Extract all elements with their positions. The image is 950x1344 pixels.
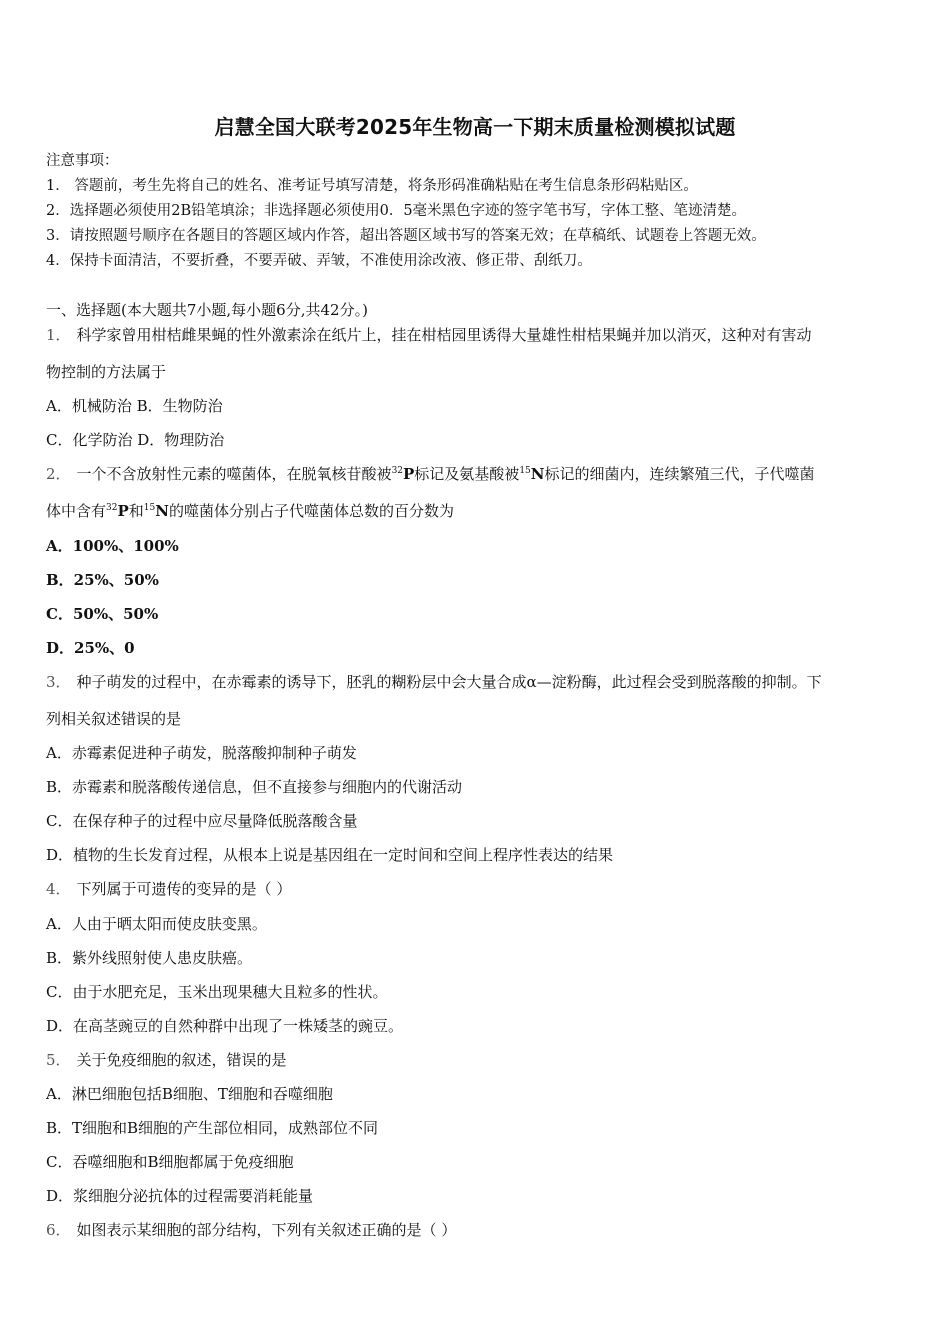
- superscript: 32: [106, 503, 118, 513]
- question-text: 关于免疫细胞的叙述，错误的是: [76, 1051, 287, 1069]
- question-text: 下列属于可遗传的变异的是（ ）: [76, 880, 292, 898]
- question-5-option-c: C．吞噬细胞和B细胞都属于免疫细胞: [46, 1153, 294, 1171]
- superscript: 15: [519, 466, 531, 476]
- question-3-option-a: A．赤霉素促进种子萌发，脱落酸抑制种子萌发: [46, 744, 357, 762]
- question-4-option-c: C．由于水肥充足，玉米出现果穗大且粒多的性状。: [46, 983, 388, 1001]
- question-number: 4．: [46, 880, 71, 898]
- question-4-option-a: A．人由于晒太阳而使皮肤变黑。: [46, 915, 267, 933]
- question-text: 体中含有: [46, 502, 107, 520]
- superscript: 15: [143, 503, 156, 513]
- question-3-option-d: D．植物的生长发育过程，从根本上说是基因组在一定时间和空间上程序性表达的结果: [46, 846, 614, 864]
- question-1-stem: [46, 325, 812, 345]
- element-symbol: N: [155, 502, 169, 520]
- element-symbol: P: [403, 465, 415, 483]
- question-2-stem: [46, 464, 815, 484]
- question-2-option-c: C．50%、50%: [46, 605, 159, 623]
- question-1-options-cd: C．化学防治 D．物理防治: [46, 431, 225, 449]
- element-symbol: P: [117, 502, 129, 520]
- question-number: 2．: [46, 465, 71, 483]
- question-number: 3．: [46, 673, 71, 691]
- question-number: 6．: [46, 1221, 71, 1239]
- question-text: 科学家曾用柑桔雌果蝇的性外激素涂在纸片上，挂在柑桔园里诱得大量雄性柑桔果蝇并加以消灭，这种对有害动: [76, 326, 812, 344]
- question-3-stem: [46, 672, 822, 692]
- question-6-stem: [46, 1220, 456, 1240]
- question-text: 如图表示某细胞的部分结构，下列有关叙述正确的是（ ）: [76, 1221, 457, 1239]
- question-5-option-d: D．浆细胞分泌抗体的过程需要消耗能量: [46, 1187, 314, 1205]
- question-1-stem-cont: 物控制的方法属于: [46, 363, 167, 381]
- question-text: 一个不含放射性元素的噬菌体，在脱氧核苷酸被: [76, 465, 392, 483]
- question-text: 的噬菌体分别占子代噬菌体总数的百分数为: [168, 502, 454, 520]
- question-4-option-d: D．在高茎豌豆的自然种群中出现了一株矮茎的豌豆。: [46, 1017, 404, 1035]
- notice-item-4: 4．保持卡面清洁，不要折叠，不要弄破、弄皱，不准使用涂改液、修正带、刮纸刀。: [46, 253, 592, 269]
- question-2-stem-cont: [46, 501, 454, 521]
- page-title: 启慧全国大联考2025年生物高一下期末质量检测模拟试题: [214, 115, 736, 139]
- question-text: 和: [128, 502, 144, 520]
- question-2-option-a: A．100%、100%: [46, 537, 179, 555]
- question-text: 种子萌发的过程中，在赤霉素的诱导下，胚乳的糊粉层中会大量合成α—淀粉酶，此过程会受到脱落酸的抑制。下: [76, 673, 822, 691]
- question-3-option-b: B．赤霉素和脱落酸传递信息，但不直接参与细胞内的代谢活动: [46, 778, 463, 796]
- question-number: 5．: [46, 1051, 71, 1069]
- notice-heading: 注意事项：: [46, 153, 119, 169]
- element-symbol: N: [530, 465, 545, 483]
- question-5-option-b: B．T细胞和B细胞的产生部位相同，成熟部位不同: [46, 1119, 379, 1137]
- notice-item-3: 3．请按照题号顺序在各题目的答题区域内作答，超出答题区域书写的答案无效；在草稿纸、试题卷上答题无效。: [46, 228, 766, 244]
- superscript: 32: [391, 466, 404, 476]
- question-5-stem: [46, 1050, 287, 1070]
- notice-item-1: 1． 答题前，考生先将自己的姓名、准考证号填写清楚，将条形码准确粘贴在考生信息条形码粘贴区。: [46, 178, 698, 194]
- question-3-stem-cont: 列相关叙述错误的是: [46, 710, 182, 728]
- question-4-stem: [46, 879, 291, 899]
- notice-item-2: 2．选择题必须使用2B铅笔填涂；非选择题必须使用0．5毫米黑色字迹的签字笔书写，字体工整、笔迹清楚。: [46, 203, 747, 219]
- question-text: 标记的细菌内，连续繁殖三代，子代噬菌: [544, 465, 815, 483]
- question-1-options-ab: A．机械防治 B．生物防治: [46, 397, 223, 415]
- question-2-option-b: B．25%、50%: [46, 571, 159, 589]
- question-number: 1．: [46, 326, 71, 344]
- question-3-option-c: C．在保存种子的过程中应尽量降低脱落酸含量: [46, 812, 358, 830]
- question-text: 标记及氨基酸被: [414, 465, 520, 483]
- question-4-option-b: B．紫外线照射使人患皮肤癌。: [46, 949, 253, 967]
- question-2-option-d: D．25%、0: [46, 639, 135, 657]
- section-heading: 一、选择题(本大题共7小题,每小题6分,共42分。): [46, 301, 368, 319]
- question-5-option-a: A．淋巴细胞包括B细胞、T细胞和吞噬细胞: [46, 1085, 333, 1103]
